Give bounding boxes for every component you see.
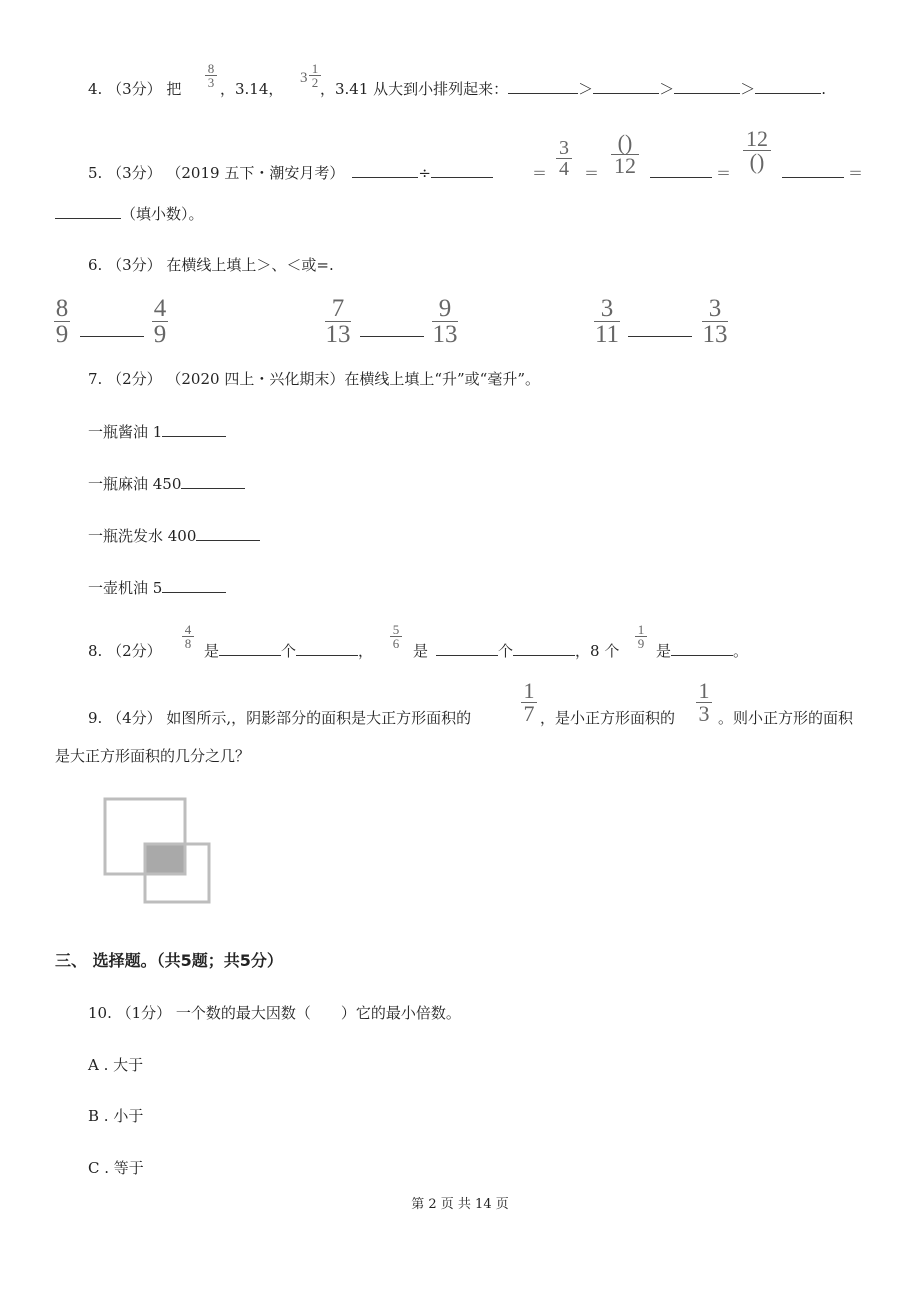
q5-line1: 5. （3分） （2019 五下・潮安月考） ÷	[88, 162, 493, 183]
q9-fraction-1-3: 1 3	[696, 680, 712, 725]
q8-part1: 是 个 ，	[204, 642, 374, 660]
q8-fraction-1-9: 1 9	[635, 623, 647, 650]
q8-fraction-4-8: 4 8	[182, 623, 194, 650]
q9-line2: 是大正方形面积的几分之几？	[55, 747, 251, 765]
q6-fraction-3-11: 3 11	[594, 295, 620, 348]
q8-part2: 是 个 ，8 个	[413, 642, 620, 660]
q5-fraction-12-blank: 12 ()	[743, 128, 771, 173]
q6-blank-2	[360, 322, 424, 341]
q6-blank-3	[628, 322, 692, 341]
q5-line2: （填小数）。	[55, 203, 204, 224]
q9-mid: ，是小正方形面积的	[540, 709, 676, 727]
q5-blank-eq4: ＝	[782, 162, 863, 183]
q4-fraction-8-3: 8 3	[205, 62, 217, 89]
shaded-overlap	[147, 846, 184, 873]
page-footer: 第 2 页 共 14 页	[411, 1197, 509, 1212]
q9-tail: 。则小正方形的面积	[718, 709, 854, 727]
q5-eq2: ＝	[584, 164, 600, 182]
q10-option-b: B . 小于	[88, 1107, 144, 1125]
q8-part3: 是 。	[656, 642, 749, 660]
q5-fraction-blank-12: () 12	[611, 132, 639, 177]
q8-prefix: 8. （2分）	[88, 642, 162, 660]
q9-fraction-1-7: 1 7	[521, 680, 537, 725]
q6-fraction-9-13: 9 13	[432, 295, 458, 348]
q10-option-a: A . 大于	[88, 1056, 144, 1074]
q6-fraction-4-9: 4 9	[153, 295, 167, 348]
q6-blank-1	[80, 322, 144, 341]
q7-item-3: 一瓶洗发水 400	[88, 525, 260, 546]
overlapping-squares-figure	[100, 795, 215, 907]
q7-item-4: 一壶机油 5	[88, 577, 226, 598]
q10-prefix: 10. （1分） 一个数的最大因数（ ）它的最小倍数。	[88, 1004, 461, 1022]
q6-fraction-3-13: 3 13	[702, 295, 728, 348]
q5-blank-eq3: ＝	[650, 162, 731, 183]
q7-item-2: 一瓶麻油 450	[88, 473, 245, 494]
q6-fraction-7-13: 7 13	[325, 295, 351, 348]
q4-rest: ，3.41 从大到小排列起来： ＞ ＞ ＞ .	[320, 80, 826, 98]
q9-prefix: 9. （4分） 如图所示,，阴影部分的面积是大正方形面积的	[88, 709, 472, 727]
q10-option-c: C . 等于	[88, 1159, 144, 1177]
q4-sep: ，3.14，	[220, 80, 284, 98]
q4-prefix: 4. （3分） 把	[88, 80, 182, 98]
section-3-heading: 三、 选择题。（共5题；共5分）	[55, 951, 283, 970]
q7-item-1: 一瓶酱油 1	[88, 421, 226, 442]
q8-fraction-5-6: 5 6	[390, 623, 402, 650]
q5-eq1: ＝	[532, 164, 548, 182]
q6-prefix: 6. （3分） 在横线上填上＞、＜或=.	[88, 256, 334, 274]
q7-prefix: 7. （2分） （2020 四上・兴化期末）在横线上填上“升”或“毫升”。	[88, 370, 541, 388]
q6-fraction-8-9: 8 9	[55, 295, 69, 348]
q5-fraction-3-4: 3 4	[556, 138, 572, 179]
